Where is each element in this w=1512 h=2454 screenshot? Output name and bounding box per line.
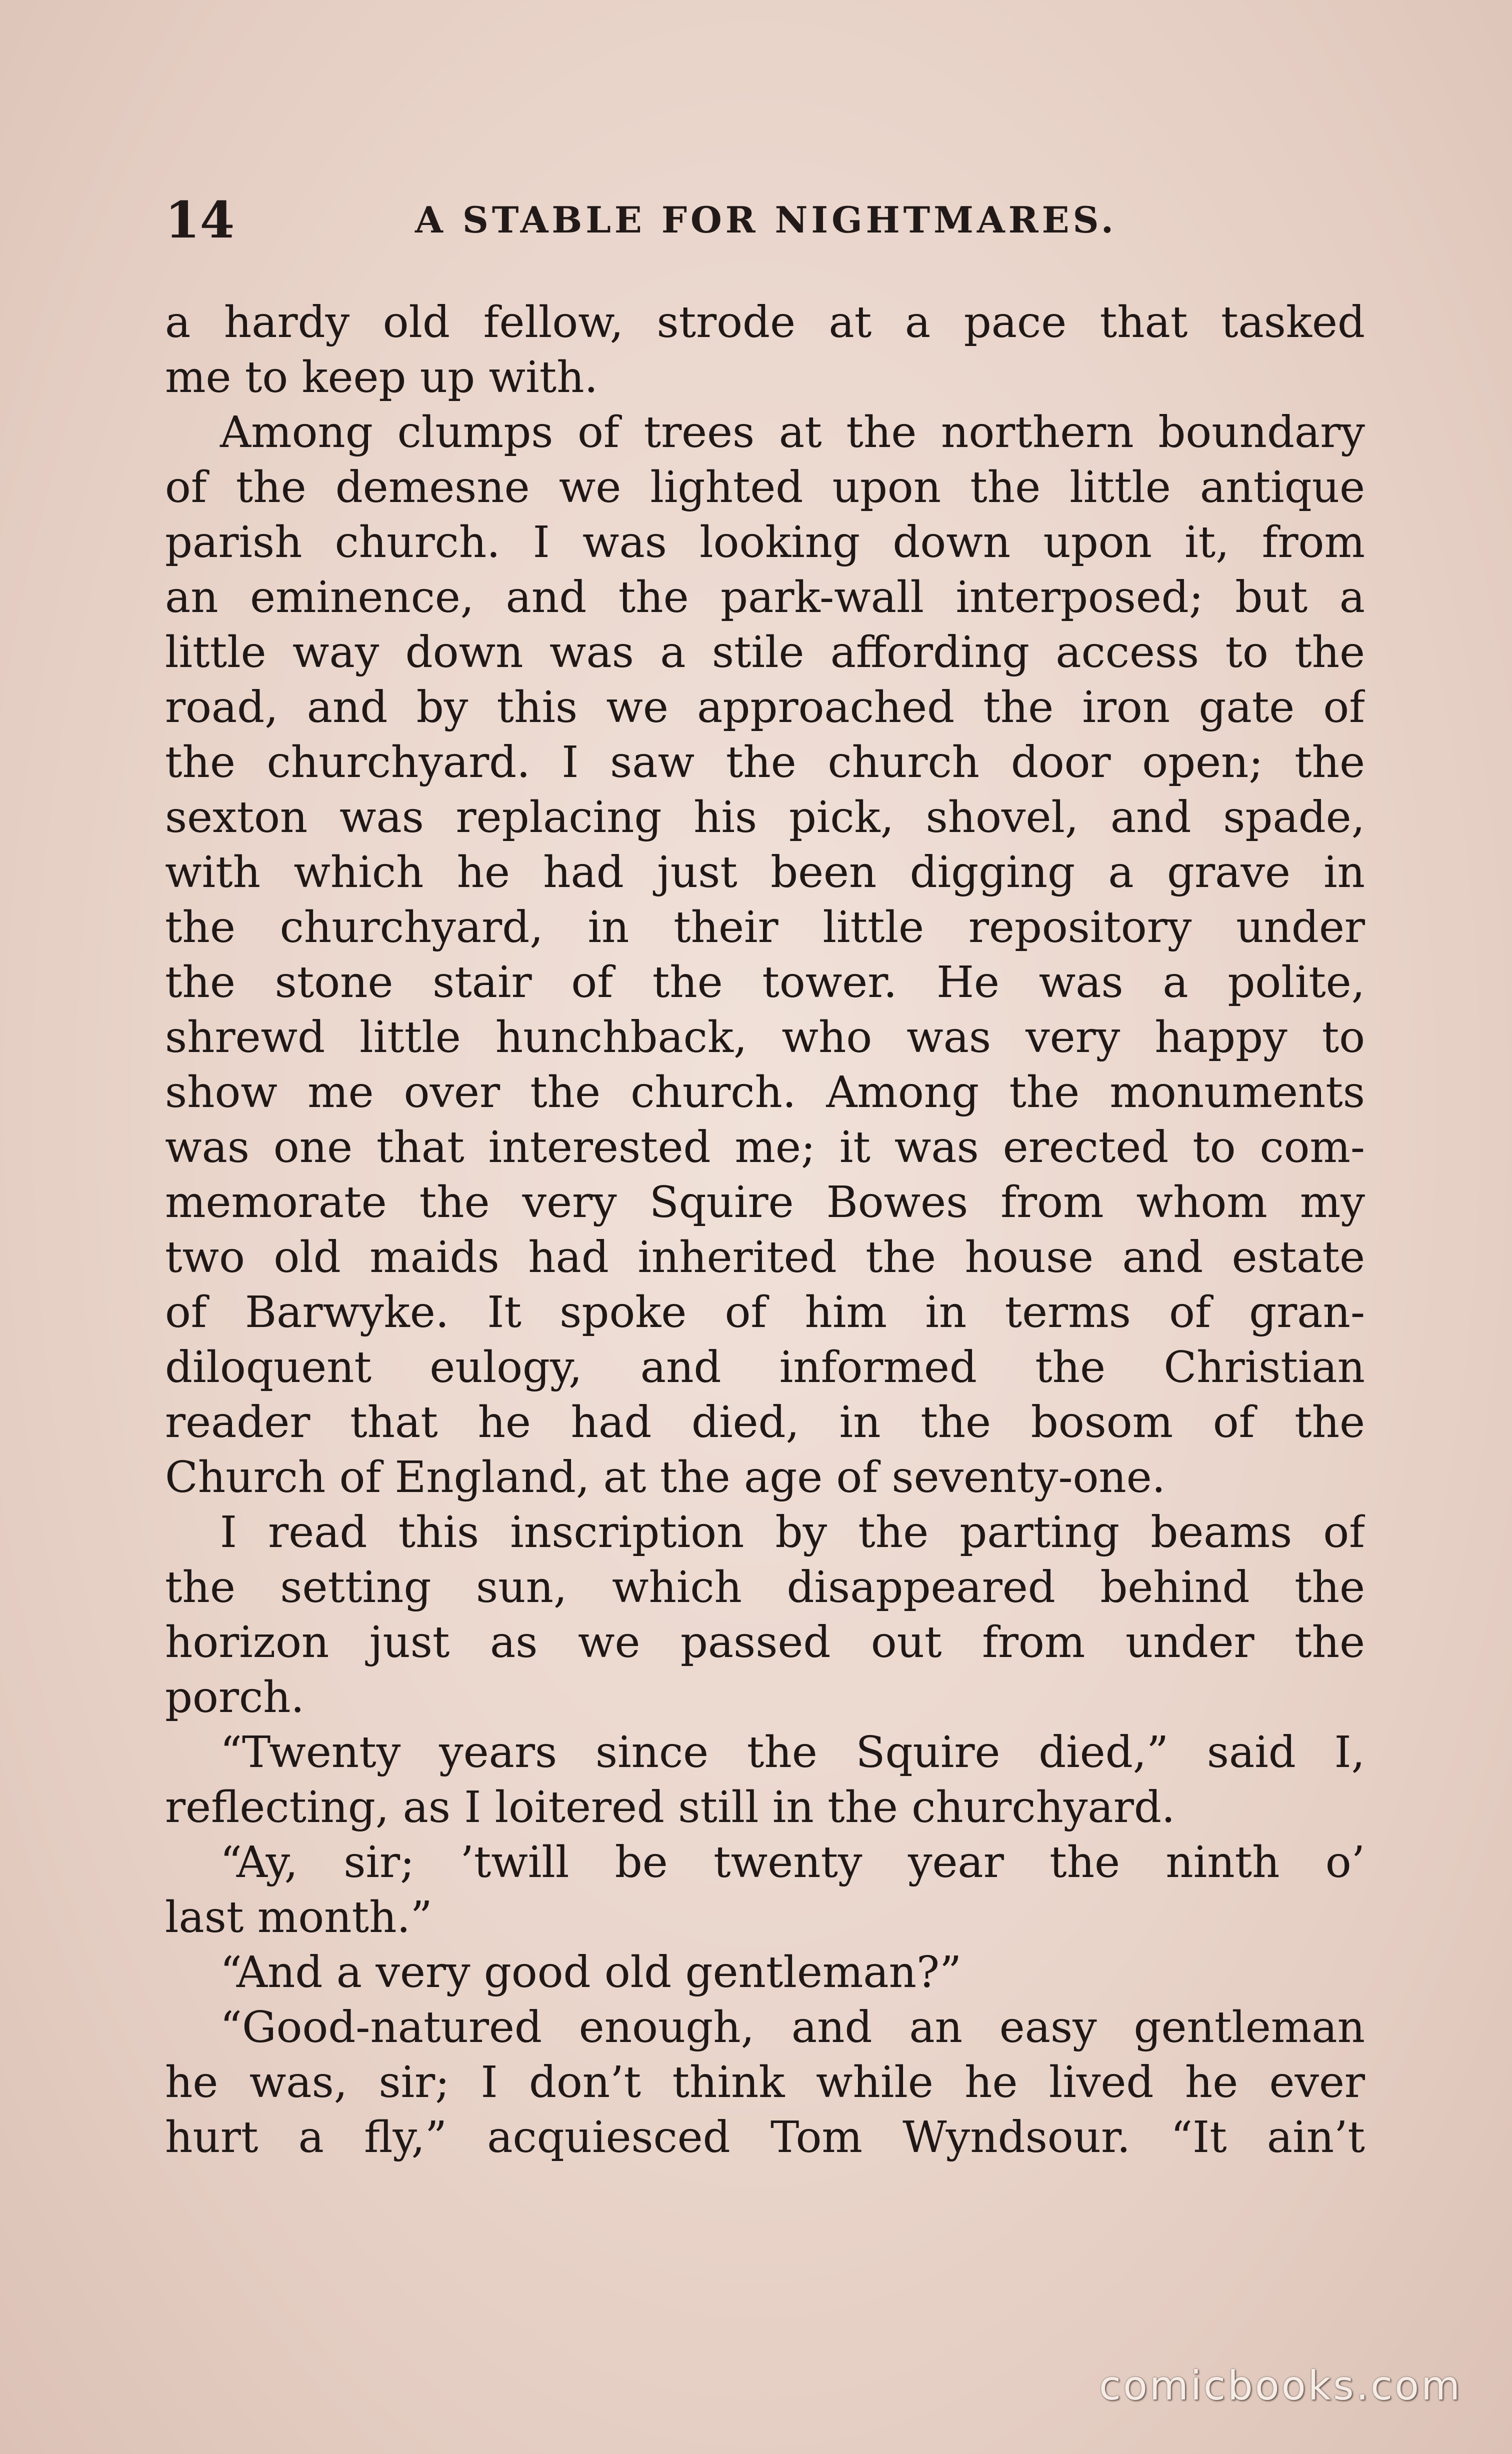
text-line: the setting sun, which disappeared behind the: [165, 1562, 1365, 1612]
text-line: a hardy old fellow, strode at a pace that tasked: [165, 298, 1365, 348]
text-line: the churchyard. I saw the church door open; the: [165, 738, 1365, 788]
text-line: Church of England, at the age of seventy-one.: [165, 1452, 1166, 1502]
text-line: “Twenty years since the Squire died,” said I,: [220, 1728, 1365, 1778]
page-header: [165, 185, 1375, 255]
text-line: of the demesne we lighted upon the little antique: [165, 462, 1365, 512]
text-line: “Ay, sir; ’twill be twenty year the ninth o’: [220, 1838, 1365, 1888]
text-line: was one that interested me; it was erected to com-: [165, 1122, 1365, 1172]
text-line: reflecting, as I loitered still in the churchyard.: [165, 1782, 1176, 1832]
text-line: parish church. I was looking down upon it, from: [165, 518, 1365, 568]
text-line: hurt a fly,” acquiesced Tom Wyndsour. “It ain’t: [165, 2112, 1365, 2162]
text-line: memorate the very Squire Bowes from whom my: [165, 1178, 1365, 1228]
text-line: “And a very good old gentleman?”: [220, 1948, 962, 1998]
text-line: with which he had just been digging a grave in: [165, 848, 1365, 898]
watermark: comicbooks.com: [1098, 2362, 1462, 2409]
text-line: two old maids had inherited the house and estate: [165, 1232, 1365, 1282]
text-line: me to keep up with.: [165, 352, 598, 402]
text-line: last month.”: [165, 1892, 432, 1942]
text-line: the churchyard, in their little repository under: [165, 902, 1365, 952]
text-line: “Good-natured enough, and an easy gentleman: [220, 2002, 1365, 2052]
text-line: I read this inscription by the parting beams of: [220, 1508, 1365, 1558]
text-line: horizon just as we passed out from under the: [165, 1618, 1365, 1668]
text-line: reader that he had died, in the bosom of the: [165, 1398, 1365, 1448]
text-line: show me over the church. Among the monuments: [165, 1068, 1365, 1118]
text-line: diloquent eulogy, and informed the Christian: [165, 1342, 1365, 1392]
text-line: little way down was a stile affording access to the: [165, 628, 1365, 678]
text-line: the stone stair of the tower. He was a polite,: [165, 958, 1365, 1008]
text-line: shrewd little hunchback, who was very happy to: [165, 1012, 1365, 1062]
text-line: an eminence, and the park-wall interposed; but a: [165, 572, 1365, 622]
text-line: road, and by this we approached the iron gate of: [165, 682, 1365, 732]
text-line: sexton was replacing his pick, shovel, and spade,: [165, 792, 1365, 842]
text-line: he was, sir; I don’t think while he lived he ever: [165, 2058, 1365, 2108]
text-line: Among clumps of trees at the northern boundary: [220, 408, 1365, 458]
body-text: [165, 295, 1365, 2165]
page-number: 14: [165, 190, 235, 250]
text-line: porch.: [165, 1672, 304, 1722]
text-line: of Barwyke. It spoke of him in terms of gran-: [165, 1288, 1365, 1338]
running-head: A STABLE FOR NIGHTMARES.: [415, 198, 1117, 241]
